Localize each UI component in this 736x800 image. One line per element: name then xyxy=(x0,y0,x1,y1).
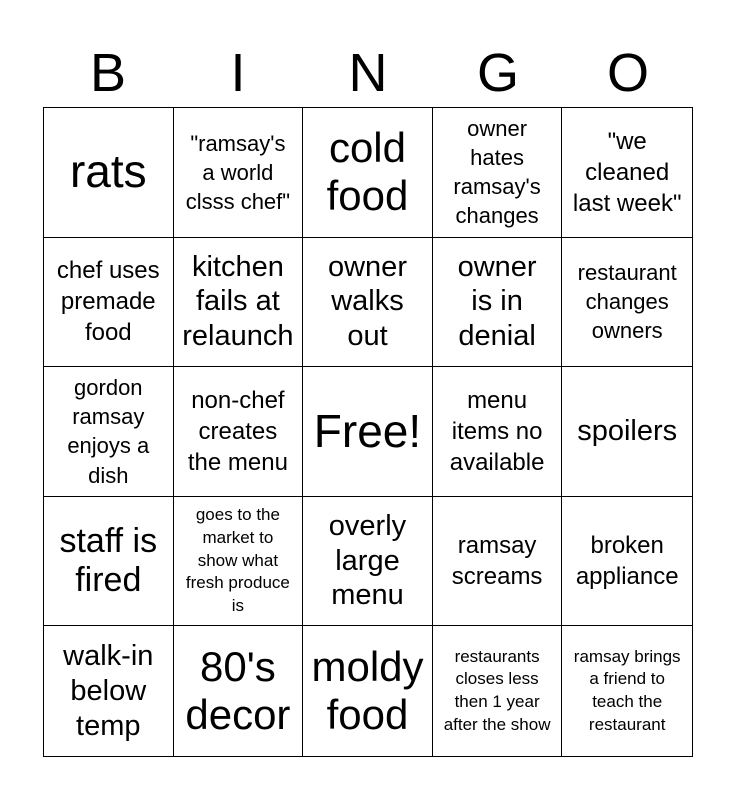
bingo-cell[interactable] xyxy=(44,108,174,238)
bingo-board xyxy=(43,107,693,757)
cell-text: spoilers xyxy=(577,415,678,448)
header-letter-n: N xyxy=(348,43,388,103)
cell-text: menu items no available xyxy=(449,386,545,477)
cell-text: staff is fired xyxy=(59,522,158,600)
header-letter-o: O xyxy=(606,43,649,103)
cell-text: broken appliance xyxy=(575,531,679,591)
bingo-cell[interactable] xyxy=(562,626,692,756)
cell-text: "we cleaned last week" xyxy=(572,127,682,217)
bingo-cell[interactable] xyxy=(303,108,433,238)
bingo-cell[interactable] xyxy=(174,497,304,627)
cell-text: kitchen fails at relaunch xyxy=(182,250,294,353)
bingo-cell[interactable] xyxy=(562,238,692,368)
cell-text: owner walks out xyxy=(327,250,407,353)
cell-text: "ramsay's a world clsss chef" xyxy=(185,130,291,214)
cell-text: gordon ramsay enjoys a dish xyxy=(67,375,150,488)
cell-text: goes to the market to show what fresh produce is xyxy=(185,505,290,616)
bingo-cell[interactable] xyxy=(433,108,563,238)
bingo-cell[interactable] xyxy=(433,497,563,627)
cell-text: restaurant changes owners xyxy=(577,260,677,344)
header-letter-g: G xyxy=(476,43,519,103)
bingo-cell[interactable] xyxy=(562,367,692,497)
cell-text: restaurants closes less then 1 year after the show xyxy=(443,646,551,734)
bingo-cell[interactable] xyxy=(44,367,174,497)
cell-text: walk-in below temp xyxy=(63,640,154,742)
bingo-cell[interactable] xyxy=(303,367,433,497)
cell-text: ramsay brings a friend to teach the restaurant xyxy=(573,646,681,734)
bingo-cell[interactable] xyxy=(174,238,304,368)
bingo-cell[interactable] xyxy=(562,108,692,238)
cell-text: moldy food xyxy=(311,642,424,739)
bingo-header xyxy=(43,38,693,108)
bingo-cell[interactable] xyxy=(433,238,563,368)
bingo-cell[interactable] xyxy=(433,367,563,497)
cell-text: Free! xyxy=(313,404,422,457)
bingo-cell[interactable] xyxy=(44,626,174,756)
bingo-cell[interactable] xyxy=(44,238,174,368)
header-letter-b: B xyxy=(89,43,127,103)
header-letter-i: I xyxy=(230,43,246,103)
bingo-cell[interactable] xyxy=(174,367,304,497)
cell-text: ramsay screams xyxy=(451,531,543,591)
bingo-cell[interactable] xyxy=(174,626,304,756)
bingo-cell[interactable] xyxy=(174,108,304,238)
cell-text: overly large menu xyxy=(328,509,407,612)
cell-text: non-chef creates the menu xyxy=(187,386,288,477)
cell-text: owner hates ramsay's changes xyxy=(453,116,541,229)
bingo-cell[interactable] xyxy=(44,497,174,627)
bingo-cell[interactable] xyxy=(562,497,692,627)
cell-text: chef uses premade food xyxy=(56,257,160,347)
bingo-cell[interactable] xyxy=(303,497,433,627)
cell-text: cold food xyxy=(326,124,409,220)
cell-text: rats xyxy=(69,145,147,198)
cell-text: owner is in denial xyxy=(457,250,537,353)
bingo-cell[interactable] xyxy=(303,626,433,756)
cell-text: 80's decor xyxy=(185,642,291,739)
bingo-cell[interactable] xyxy=(303,238,433,368)
bingo-cell[interactable] xyxy=(433,626,563,756)
